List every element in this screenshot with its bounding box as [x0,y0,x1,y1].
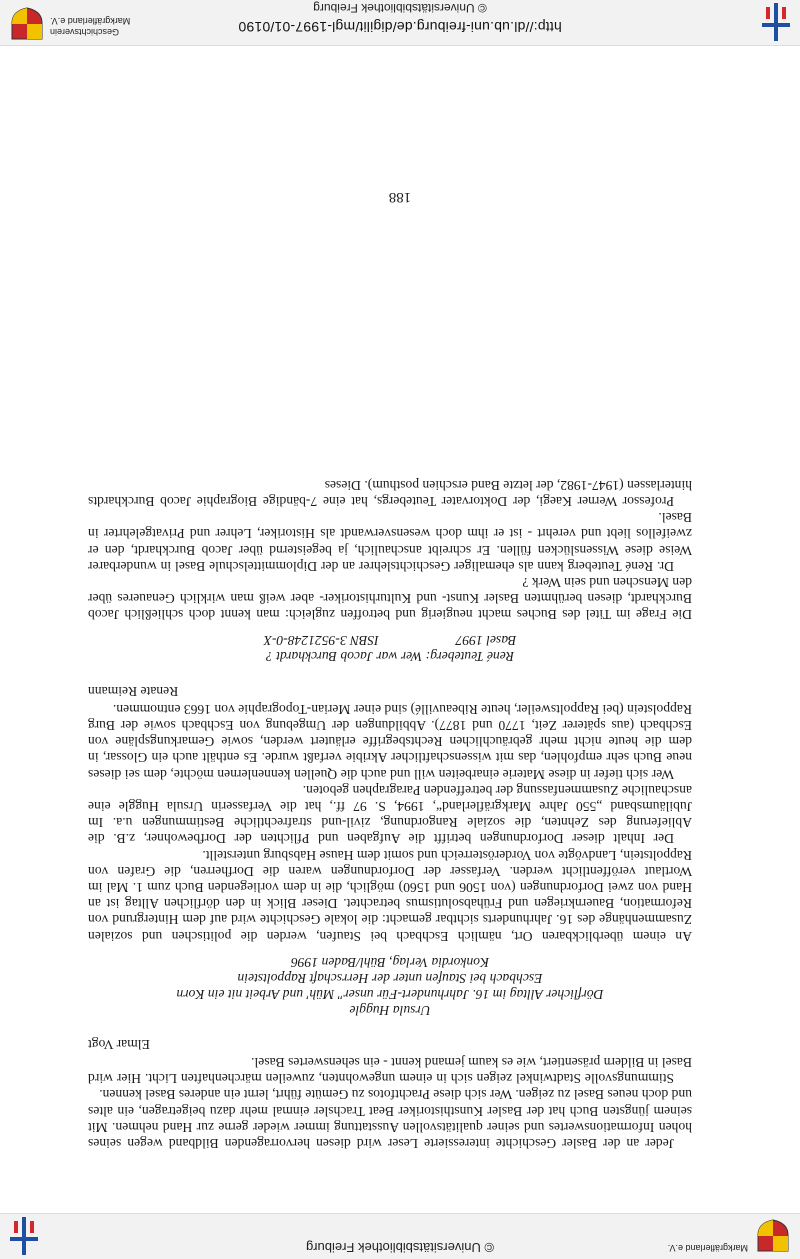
review-3-imprint [88,632,692,648]
review-block-3 [88,477,692,623]
bottom-banner [0,0,800,46]
review-block-1 [88,1036,692,1151]
review-3-place-year: Basel 1997 [455,633,517,649]
society-name: Markgräflerland e.V. [667,1243,748,1253]
review-1-signature: Elmar Vogt [88,1036,150,1052]
document-body [88,477,692,1152]
review-1-paragraph: Stimmungsvolle Stadtwinkel zeigen sich in einem ungewohnten, zuweilen märchenhaften Licht. Hier wird Basel in Bildern präsentiert, wie es kaum jemand kennt - ein sehenswertes Basel. [88,1054,692,1087]
page-number: 188 [388,189,412,205]
review-2-title: Dörflicher Alltag im 16. Jahrhundert-Für unser" Müh' und Arbeit nit ein Korn [176,986,604,1002]
library-credit: © Universitätsbibliothek Freiburg [313,1,487,15]
society-name: Geschichtsverein Markgräflerland e.V. [50,16,131,37]
society-coat-of-arms-icon [10,7,44,41]
library-credit-top: © Universitätsbibliothek Freiburg [305,1240,495,1255]
university-library-logo-icon [10,1217,38,1255]
university-library-logo-icon [762,3,790,41]
review-2-bibliography [88,954,692,1018]
review-2-author: Ursula Huggle [349,1002,431,1018]
permalink-url[interactable]: http://dl.ub.uni-freiburg.de/digilit/mgl-1997-01/0190 [238,19,562,35]
review-2-publisher: Konkordia Verlag, Bühl/Baden 1996 [290,954,490,970]
review-block-2 [88,682,692,943]
review-2-signature: Renate Reimann [88,683,179,699]
review-2-paragraph: An einem überblickbaren Ort, nämlich Eschbach bei Staufen, werden die politischen und sozialen Zusammenhänge des 16. Jahrhunderts sichtbar gemacht: die lokale Geschichte wird auf dem Hintergrund von Reformation, Bauernkriegen und Frühabsolutismus betrachtet. Dieser Blick in den dörflichen Alltag ist an Hand von zwei Dorfordnungen (von 1506 und 1560) möglich, die in dem vorliegenden Buch zum 1. Mal im Wortlaut veröffentlicht werden. Verfasser der Dorfordnungen waren die Dorfherren, die Grafen von Rappoltstein, Landvögte von Vorderösterreich und somit dem Hause Habsburg unterstellt. [88,847,692,944]
review-3-bibliography [88,632,692,664]
top-banner [0,1213,800,1259]
review-2-subtitle: Eschbach bei Staufen unter der Herrschaft Rappoltstein [237,970,543,986]
review-3-paragraph: Dr. René Teuteberg kann als ehemaliger Geschichtslehrer an der Diplommittelschule Basel in wunderbarer Weise diese Wissenslücken füllen. Er schreibt anschaulich, ja begeisternd über Jacob Burckhardt, den er zweifellos liebt und verehrt - ist er ihm doch wesensverwandt als Historiker, Lehrer und Privatgelehrter in Basel. [88,510,692,574]
review-2-paragraph: Wer sich tiefer in diese Materie einarbeiten will und auch die Quellen kennenlernen möchte, dem sei dieses neue Buch sehr empfohlen, das mit wissenschaftlicher Akribie verfaßt wurde. Es enthält auch ein Glossar, in dem die heute nicht mehr gebräuchlichen Rechtsbegriffe erläutert werden, sowie Gemarkungspläne von Eschbach (aus späterer Zeit, 1770 und 1877). Abbildungen der Umgebung von Eschbach sowie der Burg Rappolstein (bei Rappoltsweiler, heute Ribeauvillé) sind einer Merian-Topographie von 1663 entnommen. [88,701,692,782]
review-1-paragraph: Jeder an der Basler Geschichte interessierte Leser wird diesen hervorragenden Bildband wegen seines hohen Informationswertes und seiner qualitätsvollen Ausstattung immer wieder gerne zur Hand nehmen. Mit seinem jüngsten Buch hat der Basler Kunsthistoriker Beat Trachsler einmal mehr dazu beigetragen, ein altes und doch neues Basel zu zeigen. Wer sich diese Prachtfotos zu Gemüte führt, lernt ein anderes Basel kennen. [88,1087,692,1151]
review-2-paragraph: Der Inhalt dieser Dorfordnungen betrifft die Aufgaben und Pflichten der Dorfbewohner, z.B. die Ablieferung des Zehnten, die soziale Rangordnung, zivil-und strafrechtliche Bestimmungen u.a. Im Jubiläumsband „550 Jahre Markgräflerland“, 1994, S. 97 ff., hat die Verfasserin Ursula Huggle eine anschauliche Zusammenfassung der betreffenden Paragraphen geboten. [88,782,692,847]
review-3-paragraph: Die Frage im Titel des Buches macht neugierig und betroffen zugleich: man kennt doch schließlich Jacob Burckhardt, diesen berühmten Basler Kunst- und Kulturhistoriker- aber weiß man wirklich Genaueres über den Menschen und sein Werk ? [88,574,692,623]
review-3-paragraph: Professor Werner Kaegi, der Doktorvater Teutebergs, hat eine 7-bändige Biographie Jacob Burckhardts hinterlassen (1947-1982, der letzte Band erschien posthum). Dieses [88,477,692,509]
review-3-title: René Teuteberg: Wer war Jacob Burckhardt ? [265,649,515,665]
review-3-isbn: ISBN 3-9521248-0-X [263,633,379,649]
